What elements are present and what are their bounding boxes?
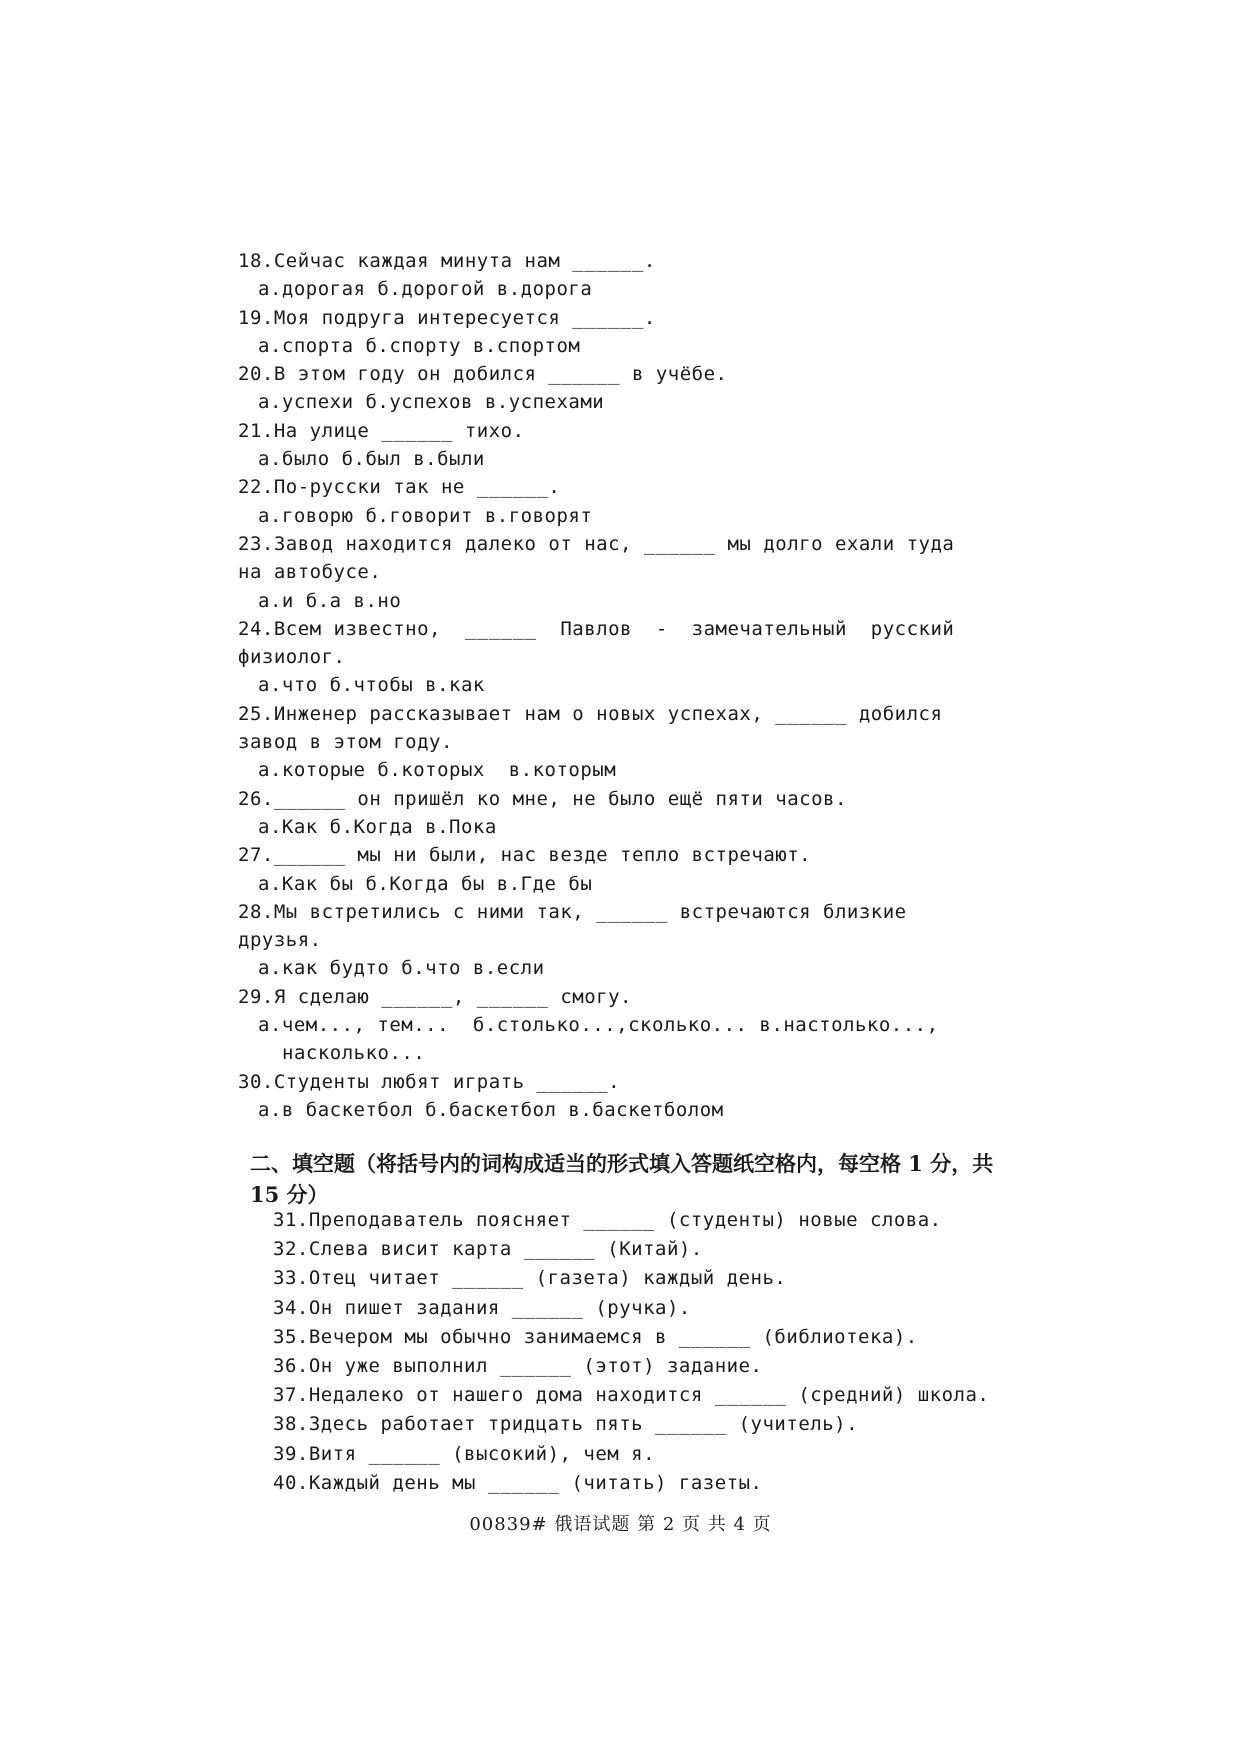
question-line-continued: на автобусе.	[238, 561, 382, 584]
question-line: 25.Инженер рассказывает нам о новых успехах, ______ добился	[238, 702, 943, 725]
fill-in-item: 37.Недалеко от нашего дома находится ______ (средний) школа.	[273, 1384, 990, 1407]
question-line: 20.В этом году он добился ______ в учёбе.	[238, 363, 728, 386]
fill-in-item: 38.Здесь работает тридцать пять ______ (учитель).	[273, 1413, 859, 1436]
options-line: а.говорю б.говорит в.говорят	[258, 504, 593, 527]
fill-in-item: 32.Слева висит карта ______ (Китай).	[273, 1238, 703, 1261]
question-line: 24.Всем известно, ______ Павлов - замечательный русский	[238, 617, 955, 640]
section-heading-line: 15 分）	[250, 1182, 329, 1207]
fill-in-item: 39.Витя ______ (высокий), чем я.	[273, 1442, 656, 1465]
question-line: 23.Завод находится далеко от нас, ______ мы долго ехали туда	[238, 532, 955, 555]
fill-in-item: 36.Он уже выполнил ______ (этот) задание.	[273, 1355, 763, 1378]
fill-in-item: 34.Он пишет задания ______ (ручка).	[273, 1296, 691, 1319]
question-line: 28.Мы встретились с ними так, ______ встречаются близкие	[238, 900, 907, 923]
options-line: а.Как б.Когда в.Пока	[258, 815, 497, 838]
options-line: а.что б.чтобы в.как	[258, 674, 485, 697]
question-line: 21.На улице ______ тихо.	[238, 419, 525, 442]
fill-in-item: 35.Вечером мы обычно занимаемся в ______ (библиотека).	[273, 1325, 918, 1348]
question-line: 19.Моя подруга интересуется ______.	[238, 306, 656, 329]
options-line: а.Как бы б.Когда бы в.Где бы	[258, 872, 593, 895]
options-line-continued: насколько...	[282, 1042, 426, 1065]
fill-in-section	[273, 1206, 1013, 1498]
question-line: 29.Я сделаю ______, ______ смогу.	[238, 985, 632, 1008]
options-line: а.в баскетбол б.баскетбол в.баскетболом	[258, 1098, 724, 1121]
fill-in-item: 33.Отец читает ______ (газета) каждый день.	[273, 1267, 787, 1290]
question-line-continued: друзья.	[238, 929, 322, 952]
options-line: а.как будто б.что в.если	[258, 957, 545, 980]
options-line: а.спорта б.спорту в.спортом	[258, 334, 581, 357]
question-line: 30.Студенты любят играть ______.	[238, 1070, 621, 1093]
fill-in-item: 40.Каждый день мы ______ (читать) газеты.	[273, 1471, 763, 1494]
options-line: а.было б.был в.были	[258, 448, 485, 471]
options-line: а.успехи б.успехов в.успехами	[258, 391, 605, 414]
question-line: 27.______ мы ни были, нас везде тепло встречают.	[238, 844, 812, 867]
question-line: 18.Сейчас каждая минута нам ______.	[238, 250, 656, 272]
question-line-continued: завод в этом году.	[238, 731, 453, 754]
question-line-continued: физиолог.	[238, 646, 346, 669]
fill-in-item: 31.Преподаватель поясняет ______ (студенты) новые слова.	[273, 1209, 942, 1231]
page-footer: 00839# 俄语试题 第 2 页 共 4 页	[469, 1514, 772, 1535]
section-heading-line: 二、填空题（将括号内的词构成适当的形式填入答题纸空格内，每空格 1 分，共	[250, 1151, 994, 1176]
question-line: 22.По-русски так не ______.	[238, 476, 561, 499]
multiple-choice-section	[238, 247, 1018, 1124]
options-line: а.которые б.которых в.которым	[258, 759, 617, 782]
options-line: а.и б.а в.но	[258, 589, 402, 612]
section-heading	[250, 1148, 1010, 1210]
options-line: а.чем..., тем... б.столько...,сколько... в.настолько...,	[258, 1014, 939, 1037]
question-line: 26.______ он пришёл ко мне, не было ещё пяти часов.	[238, 787, 847, 810]
options-line: а.дорогая б.дорогой в.дорога	[258, 278, 593, 301]
